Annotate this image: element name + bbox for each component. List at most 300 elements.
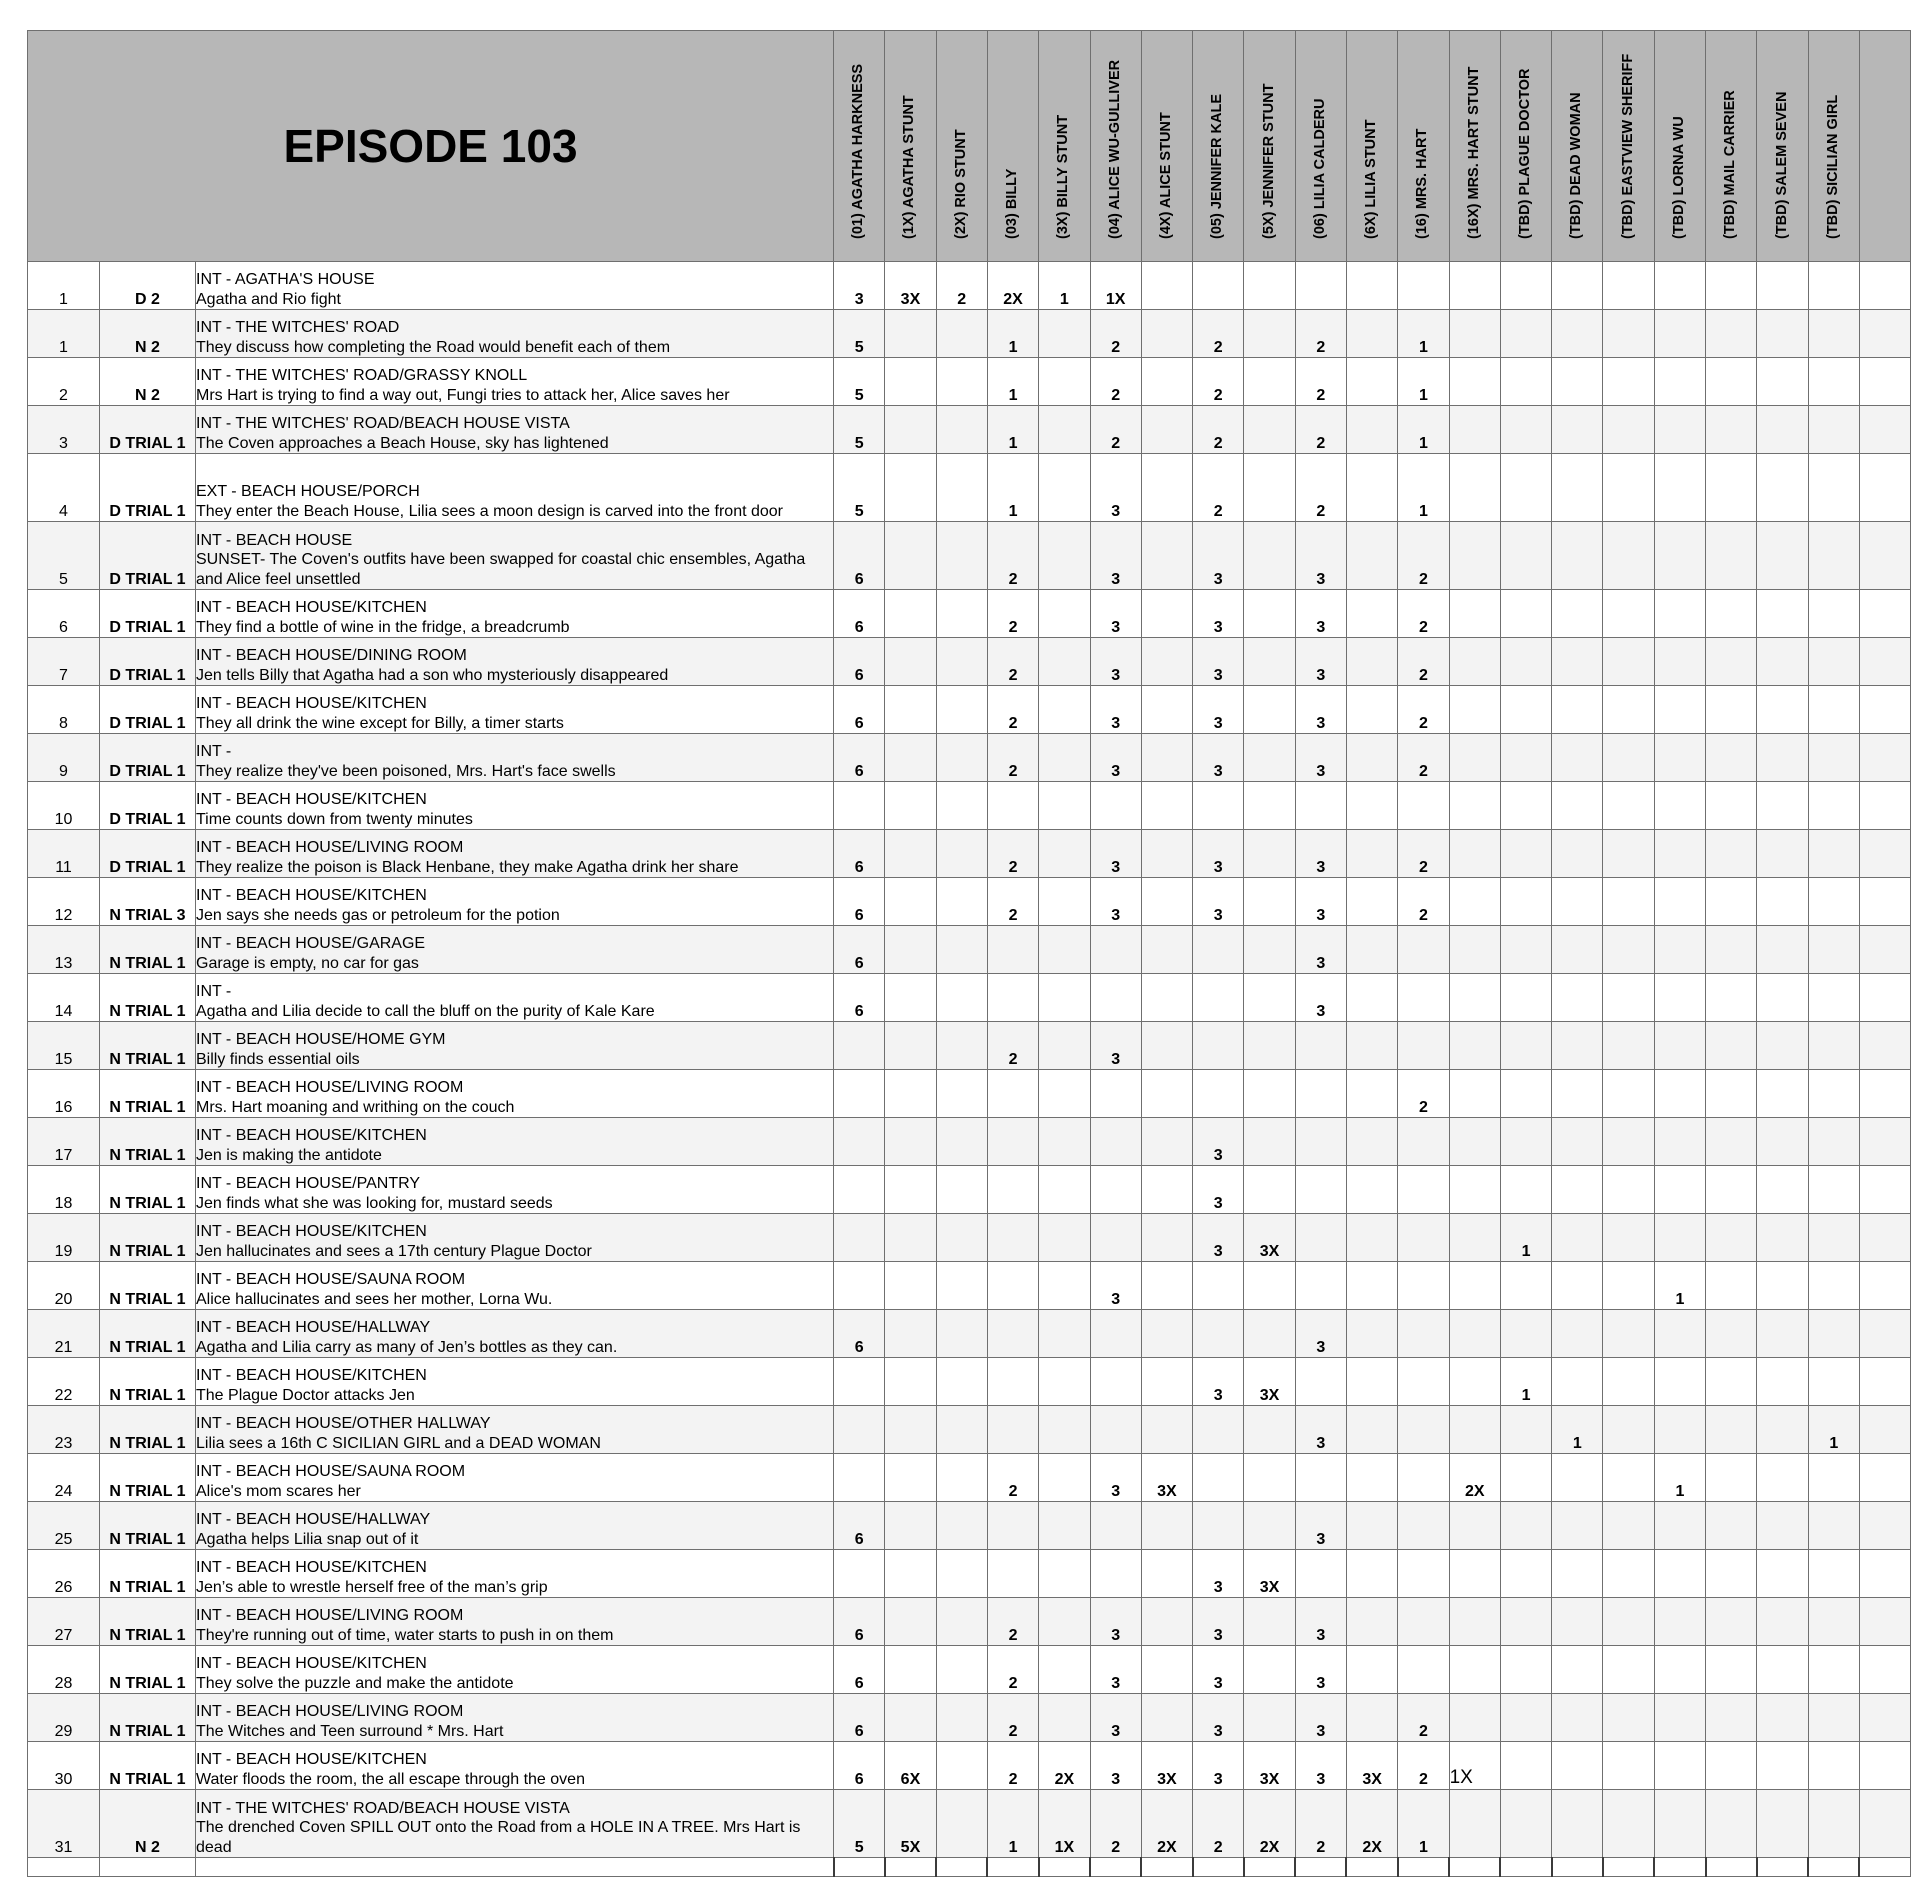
cast-count-cell[interactable]: 1 xyxy=(1398,406,1449,454)
cast-count-cell[interactable] xyxy=(1449,1022,1500,1070)
cast-count-cell[interactable] xyxy=(834,1454,885,1502)
cast-count-cell[interactable]: 1 xyxy=(1500,1214,1551,1262)
cast-count-cell[interactable] xyxy=(1757,1502,1808,1550)
cast-count-cell[interactable] xyxy=(1500,1118,1551,1166)
cast-count-cell[interactable] xyxy=(1552,406,1603,454)
cast-count-cell[interactable]: 1 xyxy=(987,358,1038,406)
cast-count-cell[interactable] xyxy=(1603,1118,1654,1166)
cast-count-cell[interactable] xyxy=(1654,262,1705,310)
cast-count-cell[interactable]: 2 xyxy=(987,1022,1038,1070)
cast-count-cell[interactable] xyxy=(1090,1358,1141,1406)
cast-count-cell[interactable]: 2 xyxy=(1398,878,1449,926)
cast-count-cell[interactable] xyxy=(1552,262,1603,310)
cast-count-cell[interactable]: 2 xyxy=(987,1694,1038,1742)
cast-count-cell[interactable] xyxy=(1706,1742,1757,1790)
cast-count-cell[interactable] xyxy=(885,686,936,734)
cast-count-cell[interactable] xyxy=(1346,1358,1397,1406)
cast-count-cell[interactable] xyxy=(1552,878,1603,926)
cast-count-cell[interactable] xyxy=(1757,782,1808,830)
cast-count-cell[interactable] xyxy=(1039,686,1090,734)
cast-count-cell[interactable] xyxy=(1859,1502,1910,1550)
cast-count-cell[interactable] xyxy=(1603,1742,1654,1790)
cast-column-header[interactable] xyxy=(1398,31,1449,262)
cast-count-cell[interactable] xyxy=(1141,926,1192,974)
cast-count-cell[interactable] xyxy=(1398,262,1449,310)
cast-count-cell[interactable] xyxy=(1141,454,1192,522)
cast-count-cell[interactable] xyxy=(936,590,987,638)
cast-count-cell[interactable] xyxy=(1039,782,1090,830)
cast-count-cell[interactable] xyxy=(1603,1406,1654,1454)
cast-count-cell[interactable] xyxy=(1346,1214,1397,1262)
cast-count-cell[interactable] xyxy=(1552,1598,1603,1646)
cast-count-cell[interactable] xyxy=(885,310,936,358)
scene-row[interactable] xyxy=(28,454,1911,522)
cast-count-cell[interactable] xyxy=(1039,638,1090,686)
cast-count-cell[interactable] xyxy=(1654,878,1705,926)
cast-count-cell[interactable] xyxy=(1757,1022,1808,1070)
cast-count-cell[interactable] xyxy=(1039,830,1090,878)
cast-count-cell[interactable]: 3 xyxy=(1193,878,1244,926)
cast-count-cell[interactable] xyxy=(1808,1118,1859,1166)
cast-count-cell[interactable]: 6 xyxy=(834,590,885,638)
scene-row[interactable] xyxy=(28,1454,1911,1502)
cast-count-cell[interactable] xyxy=(1500,1790,1551,1858)
cast-count-cell[interactable]: 3 xyxy=(1193,686,1244,734)
cast-count-cell[interactable] xyxy=(1654,1790,1705,1858)
cast-count-cell[interactable] xyxy=(1808,522,1859,590)
cast-count-cell[interactable]: 2 xyxy=(987,830,1038,878)
cast-count-cell[interactable] xyxy=(1706,1022,1757,1070)
cast-count-cell[interactable] xyxy=(1500,974,1551,1022)
cast-count-cell[interactable] xyxy=(1090,1310,1141,1358)
cast-count-cell[interactable] xyxy=(1859,638,1910,686)
cast-count-cell[interactable] xyxy=(885,1310,936,1358)
cast-count-cell[interactable] xyxy=(1500,782,1551,830)
cast-count-cell[interactable] xyxy=(1141,734,1192,782)
cast-count-cell[interactable] xyxy=(1346,1646,1397,1694)
scene-row[interactable] xyxy=(28,1262,1911,1310)
scene-row[interactable] xyxy=(28,310,1911,358)
scene-row[interactable] xyxy=(28,1646,1911,1694)
cast-count-cell[interactable]: 3 xyxy=(1193,638,1244,686)
cast-count-cell[interactable] xyxy=(885,1454,936,1502)
cast-count-cell[interactable] xyxy=(1552,1214,1603,1262)
cast-count-cell[interactable]: 6 xyxy=(834,974,885,1022)
cast-count-cell[interactable] xyxy=(936,1550,987,1598)
cast-count-cell[interactable] xyxy=(885,926,936,974)
cast-count-cell[interactable] xyxy=(936,782,987,830)
cast-count-cell[interactable] xyxy=(936,1502,987,1550)
cast-count-cell[interactable]: 2 xyxy=(1398,638,1449,686)
cast-count-cell[interactable] xyxy=(1398,1646,1449,1694)
cast-count-cell[interactable]: 3X xyxy=(1141,1742,1192,1790)
cast-count-cell[interactable] xyxy=(1808,1214,1859,1262)
cast-count-cell[interactable] xyxy=(1244,734,1295,782)
cast-count-cell[interactable] xyxy=(1808,638,1859,686)
scene-row[interactable] xyxy=(28,734,1911,782)
cast-count-cell[interactable] xyxy=(1757,1406,1808,1454)
cast-count-cell[interactable]: 1 xyxy=(1398,310,1449,358)
cast-count-cell[interactable] xyxy=(1500,1550,1551,1598)
scene-row[interactable] xyxy=(28,926,1911,974)
cast-count-cell[interactable] xyxy=(1552,782,1603,830)
cast-count-cell[interactable]: 6 xyxy=(834,1310,885,1358)
cast-count-cell[interactable] xyxy=(1552,1358,1603,1406)
cast-count-cell[interactable]: 3 xyxy=(1090,1646,1141,1694)
cast-count-cell[interactable] xyxy=(936,310,987,358)
cast-count-cell[interactable]: 2 xyxy=(987,1598,1038,1646)
cast-count-cell[interactable]: 3 xyxy=(1193,830,1244,878)
cast-column-header[interactable] xyxy=(885,31,936,262)
cast-count-cell[interactable] xyxy=(1757,638,1808,686)
cast-count-cell[interactable]: 1 xyxy=(987,1790,1038,1858)
cast-column-header[interactable] xyxy=(1757,31,1808,262)
cast-count-cell[interactable] xyxy=(834,1358,885,1406)
cast-count-cell[interactable]: 3 xyxy=(1193,1646,1244,1694)
cast-count-cell[interactable] xyxy=(1039,1358,1090,1406)
cast-count-cell[interactable] xyxy=(987,926,1038,974)
cast-count-cell[interactable] xyxy=(1808,1790,1859,1858)
cast-count-cell[interactable]: 3X xyxy=(1244,1550,1295,1598)
cast-count-cell[interactable]: 3 xyxy=(1295,974,1346,1022)
cast-count-cell[interactable]: 1 xyxy=(1654,1262,1705,1310)
cast-count-cell[interactable] xyxy=(1039,1214,1090,1262)
cast-count-cell[interactable] xyxy=(1552,974,1603,1022)
cast-count-cell[interactable] xyxy=(936,1598,987,1646)
cast-count-cell[interactable]: 2X xyxy=(987,262,1038,310)
cast-count-cell[interactable] xyxy=(1039,1550,1090,1598)
cast-count-cell[interactable] xyxy=(1808,1166,1859,1214)
cast-count-cell[interactable] xyxy=(1295,1166,1346,1214)
cast-count-cell[interactable] xyxy=(1706,974,1757,1022)
cast-count-cell[interactable] xyxy=(1552,1454,1603,1502)
cast-count-cell[interactable] xyxy=(1193,926,1244,974)
cast-count-cell[interactable] xyxy=(1039,454,1090,522)
cast-count-cell[interactable] xyxy=(1654,638,1705,686)
cast-count-cell[interactable] xyxy=(1449,830,1500,878)
cast-count-cell[interactable] xyxy=(1039,1022,1090,1070)
cast-count-cell[interactable] xyxy=(936,926,987,974)
cast-count-cell[interactable] xyxy=(1346,878,1397,926)
cast-count-cell[interactable]: 2 xyxy=(1193,1790,1244,1858)
cast-count-cell[interactable]: 5X xyxy=(885,1790,936,1858)
cast-count-cell[interactable] xyxy=(1141,830,1192,878)
cast-column-header[interactable] xyxy=(1090,31,1141,262)
cast-count-cell[interactable] xyxy=(1757,1310,1808,1358)
cast-count-cell[interactable] xyxy=(1500,1166,1551,1214)
cast-column-header[interactable] xyxy=(1500,31,1551,262)
cast-count-cell[interactable] xyxy=(1706,1118,1757,1166)
cast-count-cell[interactable] xyxy=(936,522,987,590)
cast-count-cell[interactable] xyxy=(1295,1022,1346,1070)
cast-count-cell[interactable] xyxy=(1603,1646,1654,1694)
cast-count-cell[interactable]: 3 xyxy=(1295,1598,1346,1646)
cast-count-cell[interactable] xyxy=(1039,1070,1090,1118)
cast-count-cell[interactable]: 2 xyxy=(1090,1790,1141,1858)
cast-count-cell[interactable] xyxy=(834,1214,885,1262)
cast-count-cell[interactable] xyxy=(1859,1742,1910,1790)
cast-count-cell[interactable] xyxy=(1090,1502,1141,1550)
cast-count-cell[interactable] xyxy=(1090,782,1141,830)
cast-count-cell[interactable] xyxy=(1859,454,1910,522)
cast-count-cell[interactable] xyxy=(885,974,936,1022)
cast-count-cell[interactable] xyxy=(1500,638,1551,686)
cast-count-cell[interactable]: 2 xyxy=(987,1454,1038,1502)
cast-count-cell[interactable] xyxy=(1244,974,1295,1022)
cast-count-cell[interactable] xyxy=(1603,358,1654,406)
cast-count-cell[interactable] xyxy=(936,1118,987,1166)
cast-count-cell[interactable]: 2X xyxy=(1346,1790,1397,1858)
cast-count-cell[interactable] xyxy=(1193,1502,1244,1550)
cast-count-cell[interactable] xyxy=(1346,1262,1397,1310)
scene-row[interactable] xyxy=(28,1550,1911,1598)
cast-count-cell[interactable] xyxy=(936,734,987,782)
cast-column-header[interactable] xyxy=(987,31,1038,262)
cast-count-cell[interactable]: 2 xyxy=(1398,1694,1449,1742)
cast-count-cell[interactable]: 6 xyxy=(834,734,885,782)
cast-count-cell[interactable] xyxy=(885,1598,936,1646)
cast-count-cell[interactable] xyxy=(1808,1022,1859,1070)
cast-count-cell[interactable] xyxy=(1706,406,1757,454)
cast-count-cell[interactable] xyxy=(1090,1550,1141,1598)
cast-count-cell[interactable] xyxy=(936,1214,987,1262)
cast-count-cell[interactable] xyxy=(1039,1406,1090,1454)
cast-count-cell[interactable] xyxy=(1603,1454,1654,1502)
cast-count-cell[interactable] xyxy=(1757,1358,1808,1406)
cast-count-cell[interactable] xyxy=(1859,262,1910,310)
cast-count-cell[interactable]: 1 xyxy=(1500,1358,1551,1406)
cast-count-cell[interactable]: 2 xyxy=(1193,358,1244,406)
cast-count-cell[interactable] xyxy=(1808,1310,1859,1358)
cast-count-cell[interactable] xyxy=(1193,1262,1244,1310)
cast-count-cell[interactable] xyxy=(1552,1694,1603,1742)
cast-count-cell[interactable]: 2 xyxy=(987,522,1038,590)
cast-count-cell[interactable] xyxy=(1039,734,1090,782)
scene-row[interactable] xyxy=(28,686,1911,734)
cast-count-cell[interactable] xyxy=(1808,1454,1859,1502)
cast-count-cell[interactable] xyxy=(1449,1646,1500,1694)
cast-count-cell[interactable] xyxy=(885,406,936,454)
cast-count-cell[interactable] xyxy=(1757,878,1808,926)
cast-count-cell[interactable] xyxy=(1039,1454,1090,1502)
cast-count-cell[interactable] xyxy=(1244,638,1295,686)
cast-count-cell[interactable] xyxy=(1449,1550,1500,1598)
cast-count-cell[interactable] xyxy=(1346,1022,1397,1070)
cast-count-cell[interactable] xyxy=(1244,454,1295,522)
cast-count-cell[interactable] xyxy=(1808,1070,1859,1118)
cast-count-cell[interactable] xyxy=(1552,1166,1603,1214)
cast-count-cell[interactable] xyxy=(1346,1070,1397,1118)
cast-count-cell[interactable] xyxy=(1500,310,1551,358)
cast-count-cell[interactable] xyxy=(1859,1022,1910,1070)
cast-count-cell[interactable] xyxy=(1449,1358,1500,1406)
cast-count-cell[interactable] xyxy=(936,1262,987,1310)
cast-count-cell[interactable]: 6 xyxy=(834,1694,885,1742)
cast-count-cell[interactable] xyxy=(1859,1646,1910,1694)
cast-count-cell[interactable] xyxy=(1706,1790,1757,1858)
cast-count-cell[interactable] xyxy=(1500,1022,1551,1070)
cast-count-cell[interactable] xyxy=(1295,782,1346,830)
cast-count-cell[interactable] xyxy=(1603,1022,1654,1070)
cast-count-cell[interactable]: 3 xyxy=(1295,1742,1346,1790)
cast-count-cell[interactable] xyxy=(1859,926,1910,974)
cast-count-cell[interactable]: 3 xyxy=(1295,522,1346,590)
cast-count-cell[interactable] xyxy=(1552,1310,1603,1358)
cast-count-cell[interactable] xyxy=(1654,734,1705,782)
cast-count-cell[interactable] xyxy=(1552,1262,1603,1310)
scene-row[interactable] xyxy=(28,830,1911,878)
cast-count-cell[interactable]: 1 xyxy=(1398,1790,1449,1858)
cast-count-cell[interactable] xyxy=(936,1790,987,1858)
cast-count-cell[interactable] xyxy=(1244,1502,1295,1550)
cast-count-cell[interactable]: 3 xyxy=(1090,522,1141,590)
cast-count-cell[interactable] xyxy=(1706,1646,1757,1694)
cast-count-cell[interactable] xyxy=(1193,1310,1244,1358)
cast-count-cell[interactable] xyxy=(1808,1358,1859,1406)
cast-count-cell[interactable] xyxy=(1859,1358,1910,1406)
scene-row[interactable] xyxy=(28,1310,1911,1358)
cast-count-cell[interactable] xyxy=(936,830,987,878)
cast-count-cell[interactable]: 1 xyxy=(1808,1406,1859,1454)
cast-count-cell[interactable] xyxy=(1141,1406,1192,1454)
cast-count-cell[interactable] xyxy=(1295,1358,1346,1406)
cast-count-cell[interactable] xyxy=(1654,454,1705,522)
cast-count-cell[interactable] xyxy=(1244,1262,1295,1310)
cast-count-cell[interactable]: 3 xyxy=(1090,454,1141,522)
cast-count-cell[interactable] xyxy=(1039,1166,1090,1214)
cast-count-cell[interactable] xyxy=(936,686,987,734)
cast-count-cell[interactable]: 3 xyxy=(1090,1694,1141,1742)
cast-count-cell[interactable] xyxy=(1500,1406,1551,1454)
cast-count-cell[interactable] xyxy=(1141,406,1192,454)
cast-count-cell[interactable] xyxy=(1654,830,1705,878)
cast-count-cell[interactable] xyxy=(1757,310,1808,358)
cast-count-cell[interactable]: 2 xyxy=(936,262,987,310)
cast-count-cell[interactable] xyxy=(1859,1598,1910,1646)
cast-count-cell[interactable] xyxy=(1757,734,1808,782)
cast-count-cell[interactable] xyxy=(1346,406,1397,454)
cast-count-cell[interactable] xyxy=(885,454,936,522)
cast-count-cell[interactable] xyxy=(1757,406,1808,454)
cast-count-cell[interactable] xyxy=(1757,1598,1808,1646)
cast-count-cell[interactable] xyxy=(1603,974,1654,1022)
cast-count-cell[interactable] xyxy=(1295,1070,1346,1118)
cast-count-cell[interactable] xyxy=(885,1646,936,1694)
cast-count-cell[interactable] xyxy=(1244,1598,1295,1646)
cast-count-cell[interactable]: 3X xyxy=(885,262,936,310)
cast-count-cell[interactable] xyxy=(1757,590,1808,638)
cast-count-cell[interactable] xyxy=(987,1166,1038,1214)
cast-count-cell[interactable] xyxy=(1398,1502,1449,1550)
cast-count-cell[interactable] xyxy=(1346,782,1397,830)
cast-count-cell[interactable]: 2 xyxy=(1398,686,1449,734)
cast-count-cell[interactable] xyxy=(885,638,936,686)
cast-count-cell[interactable] xyxy=(1244,310,1295,358)
cast-count-cell[interactable] xyxy=(885,734,936,782)
cast-count-cell[interactable] xyxy=(1500,1502,1551,1550)
cast-count-cell[interactable]: 3X xyxy=(1141,1454,1192,1502)
cast-count-cell[interactable]: 2 xyxy=(1193,310,1244,358)
cast-count-cell[interactable] xyxy=(1552,1070,1603,1118)
cast-count-cell[interactable]: 2 xyxy=(1090,406,1141,454)
cast-count-cell[interactable] xyxy=(1346,1166,1397,1214)
cast-count-cell[interactable] xyxy=(1500,926,1551,974)
cast-count-cell[interactable] xyxy=(1603,782,1654,830)
cast-count-cell[interactable] xyxy=(1141,1166,1192,1214)
cast-count-cell[interactable] xyxy=(1141,782,1192,830)
cast-count-cell[interactable] xyxy=(1859,1070,1910,1118)
cast-count-cell[interactable] xyxy=(1449,454,1500,522)
cast-count-cell[interactable] xyxy=(1654,1406,1705,1454)
cast-count-cell[interactable] xyxy=(1706,830,1757,878)
cast-count-cell[interactable] xyxy=(1141,1598,1192,1646)
cast-count-cell[interactable] xyxy=(1449,406,1500,454)
cast-count-cell[interactable] xyxy=(1859,1262,1910,1310)
cast-count-cell[interactable] xyxy=(1859,830,1910,878)
cast-count-cell[interactable] xyxy=(1141,974,1192,1022)
cast-count-cell[interactable] xyxy=(1398,1310,1449,1358)
cast-count-cell[interactable] xyxy=(1757,1550,1808,1598)
cast-count-cell[interactable] xyxy=(1808,1550,1859,1598)
cast-count-cell[interactable] xyxy=(1141,1310,1192,1358)
cast-count-cell[interactable] xyxy=(1654,1502,1705,1550)
cast-count-cell[interactable] xyxy=(1295,1262,1346,1310)
cast-column-header[interactable] xyxy=(1706,31,1757,262)
cast-count-cell[interactable] xyxy=(1346,638,1397,686)
cast-column-header[interactable] xyxy=(1346,31,1397,262)
cast-count-cell[interactable]: 3 xyxy=(1295,1694,1346,1742)
cast-count-cell[interactable] xyxy=(1398,1550,1449,1598)
cast-count-cell[interactable] xyxy=(1039,358,1090,406)
cast-count-cell[interactable] xyxy=(1706,1358,1757,1406)
cast-count-cell[interactable] xyxy=(936,1454,987,1502)
cast-count-cell[interactable] xyxy=(1295,1214,1346,1262)
cast-count-cell[interactable] xyxy=(1808,1598,1859,1646)
cast-count-cell[interactable] xyxy=(1193,1022,1244,1070)
cast-column-header[interactable] xyxy=(1295,31,1346,262)
cast-count-cell[interactable] xyxy=(1346,262,1397,310)
cast-count-cell[interactable] xyxy=(1449,1694,1500,1742)
cast-count-cell[interactable] xyxy=(885,782,936,830)
cast-count-cell[interactable] xyxy=(1757,522,1808,590)
cast-count-cell[interactable] xyxy=(1039,1262,1090,1310)
cast-count-cell[interactable] xyxy=(1603,830,1654,878)
cast-count-cell[interactable] xyxy=(1449,734,1500,782)
cast-count-cell[interactable]: 3 xyxy=(1193,1118,1244,1166)
cast-count-cell[interactable] xyxy=(1654,974,1705,1022)
cast-count-cell[interactable] xyxy=(1039,926,1090,974)
cast-count-cell[interactable] xyxy=(1654,1742,1705,1790)
cast-count-cell[interactable] xyxy=(885,522,936,590)
cast-count-cell[interactable]: 6 xyxy=(834,830,885,878)
cast-count-cell[interactable] xyxy=(1449,358,1500,406)
cast-count-cell[interactable] xyxy=(1603,878,1654,926)
cast-count-cell[interactable] xyxy=(1244,1310,1295,1358)
cast-count-cell[interactable] xyxy=(1808,878,1859,926)
cast-count-cell[interactable] xyxy=(1295,1454,1346,1502)
scene-row[interactable] xyxy=(28,1022,1911,1070)
cast-count-cell[interactable]: 2 xyxy=(1295,358,1346,406)
cast-count-cell[interactable] xyxy=(834,1406,885,1454)
cast-count-cell[interactable]: 2 xyxy=(1398,1742,1449,1790)
scene-row[interactable] xyxy=(28,1502,1911,1550)
cast-count-cell[interactable] xyxy=(1039,1598,1090,1646)
cast-count-cell[interactable]: 3 xyxy=(834,262,885,310)
cast-count-cell[interactable] xyxy=(1859,358,1910,406)
cast-count-cell[interactable]: 2 xyxy=(1295,1790,1346,1858)
cast-count-cell[interactable] xyxy=(1039,1502,1090,1550)
cast-count-cell[interactable] xyxy=(1398,782,1449,830)
